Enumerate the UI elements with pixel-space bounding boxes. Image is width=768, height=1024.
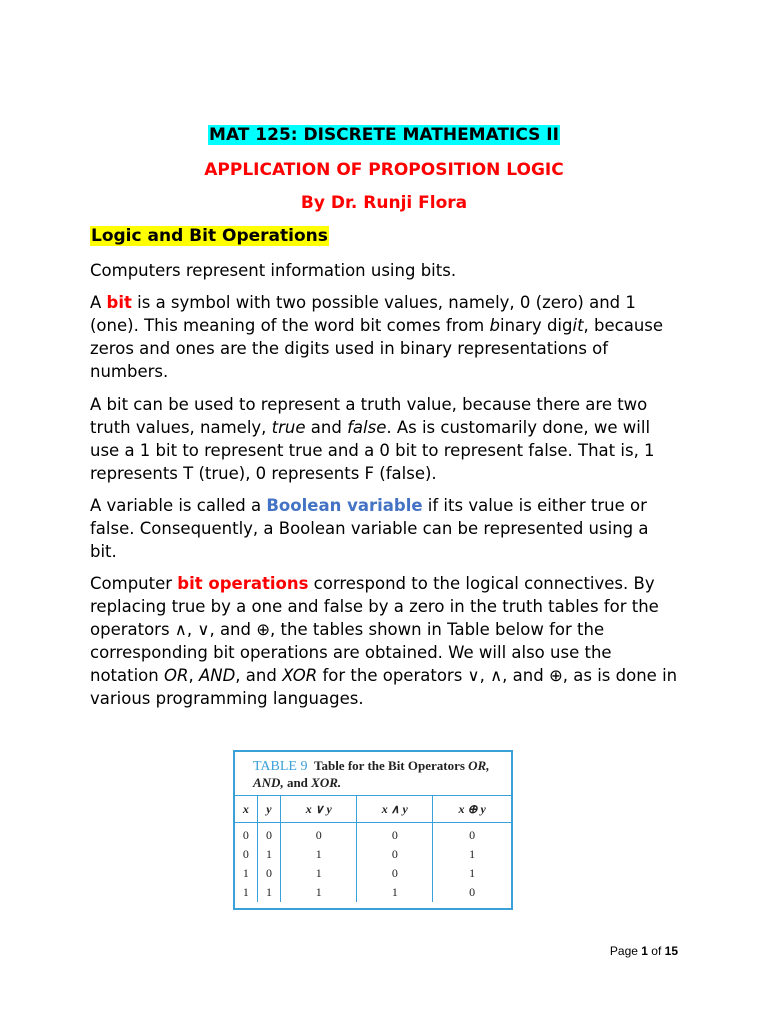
p4-text-a: A variable is called a bbox=[90, 496, 267, 515]
table-cell: 0 bbox=[242, 828, 249, 842]
paragraph-bit-operations bbox=[90, 572, 680, 710]
paragraph-truth-value bbox=[90, 393, 680, 485]
table-caption bbox=[235, 752, 511, 791]
p4-text-b: if its value is either true or false. Consequently, a Boolean variable can be represented using a bit. bbox=[90, 496, 649, 561]
header-xor: x ⊕ y bbox=[433, 796, 511, 823]
p5-and: AND bbox=[198, 666, 236, 685]
p2-text-b: is a symbol with two possible values, namely, 0 (zero) and 1 (one). This meaning of the word bit comes from bbox=[90, 293, 636, 335]
table-cell: 1 bbox=[242, 866, 249, 880]
bit-operators-table bbox=[235, 795, 511, 902]
section-heading: Logic and Bit Operations bbox=[91, 226, 328, 246]
page-of-word: of bbox=[647, 944, 665, 958]
table-cell: 0 bbox=[357, 864, 433, 883]
p5-text-c: , bbox=[188, 666, 199, 685]
page-number bbox=[610, 944, 678, 958]
table-caption-xor: XOR. bbox=[311, 775, 342, 790]
term-bit-operations: bit operations bbox=[177, 574, 309, 593]
topic-title: APPLICATION OF PROPOSITION LOGIC bbox=[204, 160, 564, 180]
course-title bbox=[0, 125, 768, 145]
p5-text-e: for the operators ∨, ∧, and ⊕, as is done in various programming languages. bbox=[90, 666, 678, 708]
p3-false: false bbox=[347, 418, 387, 437]
p3-text-a: A bit can be used to represent a truth value, because there are two truth values, namely, bbox=[90, 395, 648, 437]
table-header-row bbox=[235, 796, 511, 823]
header-y: y bbox=[257, 796, 281, 823]
table-label: TABLE 9 bbox=[253, 759, 308, 774]
table-cell: 0 bbox=[357, 845, 433, 864]
term-bit: bit bbox=[106, 293, 132, 312]
table-caption-and-word: and bbox=[283, 775, 312, 790]
course-title-text: MAT 125: DISCRETE MATHEMATICS II bbox=[209, 125, 559, 145]
table-cell: 0 bbox=[433, 823, 511, 846]
p3-text-c: . As is customarily done, we will use a 1 bit to represent true and a 0 bit to represent false. That is, 1 represents T (true), 0 represents F (false). bbox=[90, 418, 655, 483]
table-cell: 0 bbox=[242, 847, 249, 861]
header-x: x bbox=[235, 796, 257, 823]
p2-text-d: , because zeros and ones are the digits used in binary representations of numbers. bbox=[90, 316, 664, 381]
table-cell: 0 bbox=[257, 864, 281, 883]
author-line: By Dr. Runji Flora bbox=[300, 193, 468, 213]
p2-binary-b: b bbox=[489, 316, 500, 335]
table-cell: 1 bbox=[281, 845, 357, 864]
p5-text-d: , and bbox=[235, 666, 283, 685]
table-row bbox=[235, 864, 511, 883]
table-cell: 1 bbox=[257, 845, 281, 864]
p2-digit-it: it bbox=[572, 316, 584, 335]
page-current: 1 bbox=[641, 944, 648, 958]
table-cell: 1 bbox=[357, 883, 433, 902]
table-cell: 1 bbox=[242, 885, 249, 899]
bit-operators-table-figure bbox=[233, 750, 513, 910]
table-cell: 0 bbox=[433, 883, 511, 902]
table-cell: 1 bbox=[433, 845, 511, 864]
table-cell: 1 bbox=[281, 864, 357, 883]
table-caption-and: AND, bbox=[253, 775, 284, 790]
p5-text-b: correspond to the logical connectives. By replacing true by a one and false by a zero in the truth tables for the operators ∧, ∨, and ⊕, the tables shown in Table below for the corresponding bit operations are obtained. We will also use the notation bbox=[90, 574, 659, 685]
paragraph-boolean-variable bbox=[90, 494, 680, 563]
table-cell: 1 bbox=[433, 864, 511, 883]
table-cell: 0 bbox=[257, 823, 281, 846]
table-caption-text: Table for the Bit Operators bbox=[313, 758, 469, 773]
p2-text-c: inary dig bbox=[500, 316, 573, 335]
table-caption-or: OR, bbox=[468, 758, 490, 773]
table-row bbox=[235, 845, 511, 864]
page-total: 15 bbox=[664, 944, 678, 958]
p3-true: true bbox=[271, 418, 306, 437]
table-row bbox=[235, 883, 511, 902]
table-cell: 1 bbox=[281, 883, 357, 902]
table-cell: 0 bbox=[281, 823, 357, 846]
p3-text-b: and bbox=[305, 418, 348, 437]
p5-xor: XOR bbox=[282, 666, 318, 685]
paragraph-intro: Computers represent information using bits. bbox=[90, 261, 457, 280]
table-row bbox=[235, 823, 511, 846]
header-or: x ∨ y bbox=[281, 796, 357, 823]
table-cell: 1 bbox=[257, 883, 281, 902]
p2-text-a: A bbox=[90, 293, 107, 312]
page-word: Page bbox=[609, 944, 642, 958]
p5-or: OR bbox=[163, 666, 189, 685]
header-and: x ∧ y bbox=[357, 796, 433, 823]
p5-text-a: Computer bbox=[90, 574, 178, 593]
term-boolean-variable: Boolean variable bbox=[266, 496, 423, 515]
table-cell: 0 bbox=[357, 823, 433, 846]
paragraph-bit bbox=[90, 291, 680, 383]
